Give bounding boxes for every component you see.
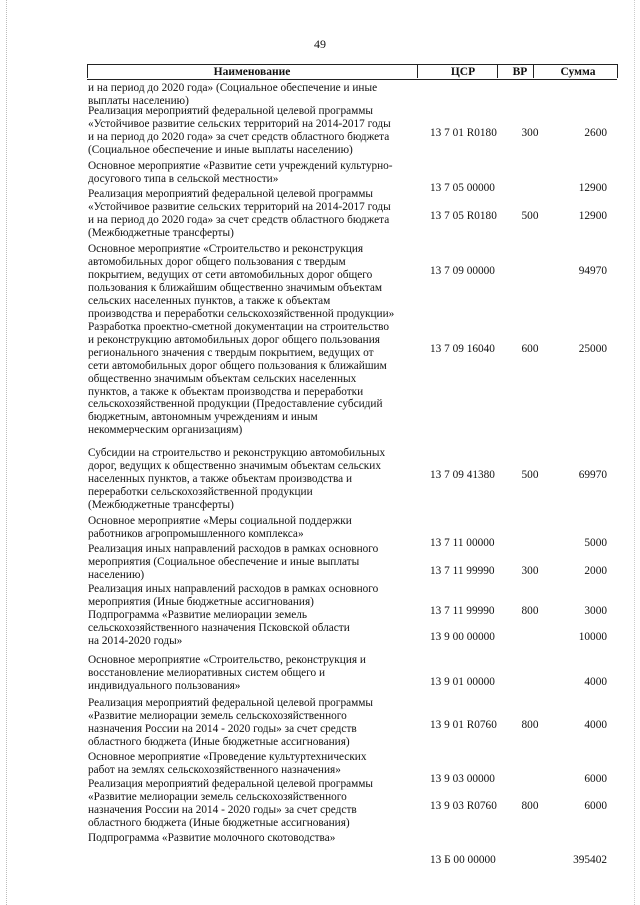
scan-edge-right (634, 0, 636, 905)
row-name-line: Реализация иных направлений расходов в рамках основного (88, 583, 379, 595)
row-name-line: работ на землях сельскохозяйственного назначения» (88, 763, 341, 776)
row-name-line: производства и переработки сельскохозяйственной продукции» (88, 307, 395, 320)
row-name-line: сельскохозяйственного назначения Псковской области (88, 621, 350, 634)
row-csr: 13 7 01 R0180 (430, 127, 497, 139)
row-name (88, 583, 410, 609)
row-name-line: Разработка проектно-сметной документации на строительство (88, 321, 390, 333)
row-vr: 800 (521, 605, 539, 617)
row-name-line: Основное мероприятие «Меры социальной поддержки (88, 515, 352, 527)
row-sum: 69970 (578, 469, 607, 481)
row-name-line: Реализация иных направлений расходов в рамках основного (88, 543, 379, 555)
row-name-line: некоммерческим организациям) (88, 424, 243, 437)
row-csr: 13 7 09 16040 (430, 343, 495, 355)
row-name-line: «Развитие мелиорации земель сельскохозяйственного (88, 709, 347, 722)
header-divider (87, 64, 88, 78)
row-name (88, 751, 410, 777)
row-sum: 5000 (584, 537, 607, 549)
row-name (88, 447, 410, 512)
row-sum: 94970 (578, 265, 607, 277)
row-vr: 500 (521, 469, 539, 481)
row-name-line: (Социальное обеспечение и иные выплаты населению) (88, 143, 353, 156)
row-name-line: назначения России на 2014 - 2020 годы» за счет средств (88, 803, 357, 816)
row-name-line: и реконструкцию автомобильных дорог общего пользования (88, 333, 380, 346)
row-vr: 500 (521, 210, 539, 222)
row-name-line: Субсидии на строительство и реконструкцию автомобильных (88, 447, 386, 459)
row-name-line: мероприятия (Социальное обеспечение и иные выплаты (88, 555, 360, 568)
row-name-line: индивидуального пользования» (88, 679, 241, 692)
row-name-line: автомобильных дорог общего пользования с твердым (88, 255, 346, 268)
row-csr: 13 7 09 00000 (430, 265, 495, 277)
row-csr: 13 9 01 00000 (430, 676, 495, 688)
row-name-line: «Устойчивое развитие сельских территорий на 2014-2017 годы (88, 117, 391, 130)
row-name-line: и на период до 2020 года» за счет средств областного бюджета (88, 213, 390, 226)
row-sum: 12900 (578, 210, 607, 222)
row-name-line: и на период до 2020 года» за счет средств областного бюджета (88, 130, 390, 143)
row-name-line: областного бюджета (Иные бюджетные ассигнования) (88, 735, 350, 748)
row-name (88, 515, 410, 541)
row-name-line: населенных пунктов, а также объектам производства и (88, 472, 353, 485)
row-sum: 25000 (578, 343, 607, 355)
row-csr: 13 9 03 00000 (430, 773, 495, 785)
row-csr: 13 7 05 R0180 (430, 210, 497, 222)
row-name (88, 321, 410, 437)
row-name-line: работников агропромышленного комплекса» (88, 527, 304, 540)
row-name-line: Реализация мероприятий федеральной целевой программы (88, 105, 373, 117)
header-divider (417, 64, 418, 78)
header-divider (533, 64, 534, 78)
row-sum: 12900 (578, 182, 607, 194)
row-name-line: переработки сельскохозяйственной продукции (88, 485, 313, 498)
row-name-line: мероприятия (Иные бюджетные ассигнования) (88, 595, 314, 608)
row-name (88, 832, 410, 845)
row-name-line: восстановление мелиоративных систем общего и (88, 666, 326, 679)
row-name-line: Подпрограмма «Развитие молочного скотоводства» (88, 832, 336, 844)
row-name-line: общественно значимым объектам сельских населенных (88, 372, 357, 385)
header-divider (617, 64, 618, 78)
row-name-line: Основное мероприятие «Строительство и реконструкция (88, 243, 364, 255)
header-vr: ВР (512, 66, 528, 78)
row-name-line: покрытием, ведущих от сети автомобильных дорог общего (88, 268, 373, 281)
row-sum: 10000 (578, 631, 607, 643)
row-sum: 3000 (584, 605, 607, 617)
row-name-line: пользования к ближайшим общественно значимым объектам (88, 281, 382, 294)
row-name-line: назначения России на 2014 - 2020 годы» за счет средств (88, 722, 357, 735)
row-csr: 13 9 00 00000 (430, 631, 495, 643)
row-sum: 4000 (584, 676, 607, 688)
row-name (88, 609, 410, 648)
row-name-line: Основное мероприятие «Развитие сети учреждений культурно- (88, 160, 393, 172)
row-name-line: (Межбюджетные трансферты) (88, 226, 234, 239)
row-name (88, 160, 410, 186)
row-csr: 13 7 05 00000 (430, 182, 495, 194)
row-name-line: Основное мероприятие «Проведение культуртехнических (88, 751, 367, 763)
header-csr: ЦСР (450, 66, 476, 78)
row-name (88, 697, 410, 749)
row-vr: 300 (521, 565, 539, 577)
row-name-line: областного бюджета (Иные бюджетные ассигнования) (88, 816, 350, 829)
row-name (88, 82, 410, 108)
row-csr: 13 9 03 R0760 (430, 800, 497, 812)
row-csr: 13 7 11 99990 (430, 605, 495, 617)
row-name-line: бюджетным, автономным учреждениям и иным (88, 411, 318, 424)
header-sum: Сумма (560, 66, 596, 78)
table-header (87, 64, 617, 80)
row-csr: 13 7 09 41380 (430, 469, 495, 481)
row-name (88, 778, 410, 830)
header-divider (497, 64, 498, 78)
header-name: Наименование (213, 66, 291, 78)
row-sum: 6000 (584, 800, 607, 812)
row-vr: 600 (521, 343, 539, 355)
row-sum: 4000 (584, 719, 607, 731)
row-name (88, 654, 410, 693)
row-name-line: Реализация мероприятий федеральной целевой программы (88, 778, 373, 790)
row-name-line: Подпрограмма «Развитие мелиорации земель (88, 609, 308, 621)
row-name-line: Основное мероприятие «Строительство, реконструкция и (88, 654, 366, 666)
row-name-line: Реализация мероприятий федеральной целевой программы (88, 188, 373, 200)
scan-edge-left (6, 0, 8, 905)
row-name-line: Реализация мероприятий федеральной целевой программы (88, 697, 373, 709)
row-csr: 13 7 11 00000 (430, 537, 495, 549)
row-vr: 800 (521, 800, 539, 812)
row-name-line: сельскохозяйственной продукции (Предоставление субсидий (88, 398, 383, 411)
row-vr: 800 (521, 719, 539, 731)
row-csr: 13 9 01 R0760 (430, 719, 497, 731)
row-csr: 13 Б 00 00000 (430, 854, 496, 866)
row-name-line: выплаты населению) (88, 94, 189, 107)
row-name-line: досугового типа в сельской местности» (88, 172, 279, 185)
row-name-line: дорог, ведущих к общественно значимым объектам сельских (88, 459, 381, 472)
row-name-line: «Устойчивое развитие сельских территорий на 2014-2017 годы (88, 200, 391, 213)
row-name-line: на 2014-2020 годы» (88, 634, 183, 647)
row-name-line: пунктов, а также к объектам производства и переработки (88, 385, 364, 398)
row-name-line: и на период до 2020 года» (Социальное обеспечение и иные (88, 82, 378, 94)
row-sum: 2600 (584, 127, 607, 139)
row-sum: 395402 (573, 854, 607, 866)
row-csr: 13 7 11 99990 (430, 565, 495, 577)
row-name-line: (Межбюджетные трансферты) (88, 498, 234, 511)
row-name-line: сети автомобильных дорог общего пользования к ближайшим (88, 359, 387, 372)
row-name-line: «Развитие мелиорации земель сельскохозяйственного (88, 790, 347, 803)
row-name (88, 105, 410, 157)
page-number: 49 (314, 37, 326, 51)
row-name (88, 188, 410, 240)
row-sum: 6000 (584, 773, 607, 785)
row-name (88, 243, 410, 320)
row-name-line: населению) (88, 568, 145, 581)
row-name (88, 543, 410, 582)
row-name-line: сельских населенных пунктов, а также к объектам (88, 294, 331, 307)
row-sum: 2000 (584, 565, 607, 577)
row-vr: 300 (521, 127, 539, 139)
row-name-line: регионального значения с твердым покрытием, ведущих от (88, 346, 374, 359)
